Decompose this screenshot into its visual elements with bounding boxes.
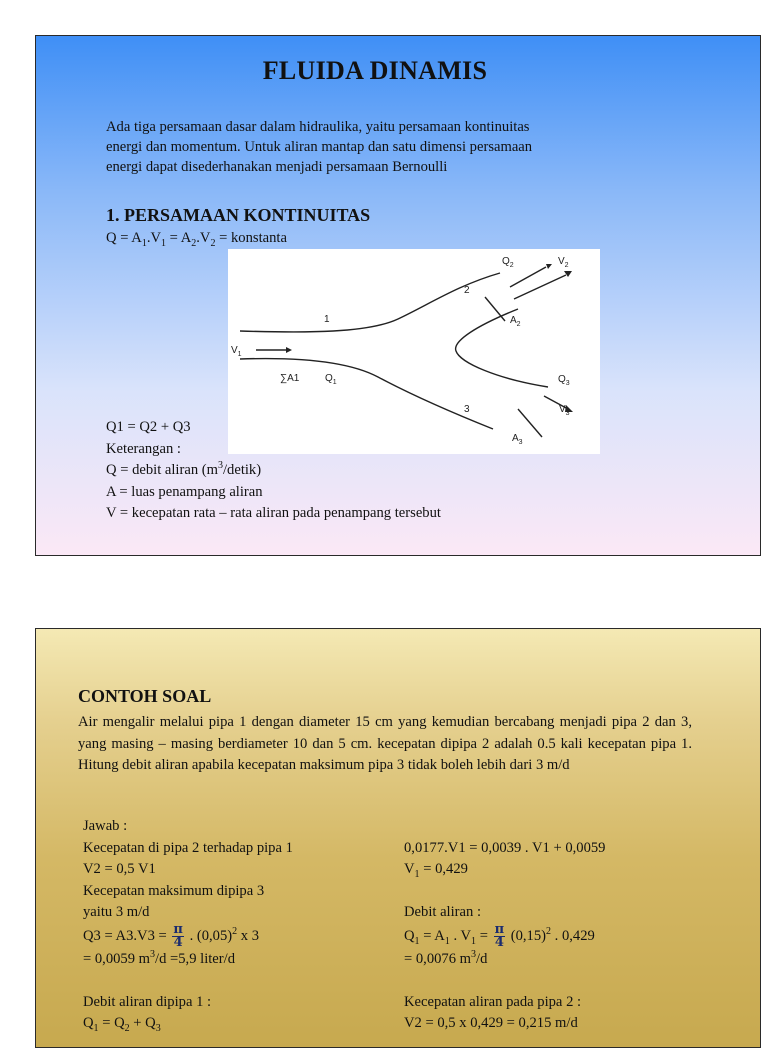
continuity-formula: $Q = A_1.V_1 = A_2.V_2$ = konstanta xyxy=(106,230,287,249)
problem-statement: Air mengalir melalui pipa 1 dengan diameter 15 cm yang kemudian bercabang menjadi pipa 2 dan 3, yang masing – masing berdiameter 10 dan 5 cm. kecepatan dipipa 2 adalah 0.5 kali kecepatan pipa 1. Hitung debit aliran apabila kecepatan maksimum pipa 3 tidak boleh lebih dari 3 m/d xyxy=(78,714,692,773)
answer-right-column: 0,0177.V1 = 0,0039 . V1 + 0,0059 $V_1 = 0,429$ Debit aliran : $Q_1 = A_1$ . $V_1$ = $\frac{\pi}{4}$ $(0,15)^2$ . 0,429 = 0,0076 $m^3/d$ Kecepatan aliran pada pipa 2 : V2 = 0,5 x 0,429 = 0,215 m/d xyxy=(404,816,734,1035)
label-pipe-3: 3 xyxy=(464,404,470,415)
pi-over-4-fraction: $\frac{\pi}{4}$ xyxy=(173,921,183,950)
label-a1: ∑A1 xyxy=(280,373,300,384)
q3-equation: Q3 = A3.V3 = $\frac{\pi}{4}$ . $(0,05)^2$ x 3 xyxy=(83,921,260,950)
label-a3: $A_3$ xyxy=(512,433,523,446)
a-definition: A = luas penampang aliran xyxy=(106,483,263,500)
pipe-wall-upper xyxy=(240,273,500,332)
example-title: CONTOH SOAL xyxy=(78,686,212,706)
answer-left-column: Jawab : Kecepatan di pipa 2 terhadap pipa 1 V2 = 0,5 V1 Kecepatan maksimum dipipa 3 yaitu 3 m/d Q3 = A3.V3 = $\frac{\pi}{4}$ . $(0,05)^2$ x 3 = 0,0059 $m^3/d =5,9$ liter/d Debit aliran dipipa 1 : $Q_1 = Q_2 + Q_3$ xyxy=(83,816,413,1035)
label-q1: $Q_1$ xyxy=(325,373,337,386)
v-definition: V = kecepatan rata – rata aliran pada penampang tersebut xyxy=(106,505,441,521)
label-v1: $V_1$ xyxy=(231,345,242,358)
q1-equation: $Q_1 = A_1$ . $V_1$ = $\frac{\pi}{4}$ $(0,15)^2$ . 0,429 xyxy=(404,921,595,950)
q-definition: Q = debit aliran $(m^3/detik)$ xyxy=(106,460,262,478)
label-q3: $Q_3$ xyxy=(558,374,570,387)
label-a2: $A_2$ xyxy=(510,315,521,328)
page-title: FLUIDA DINAMIS xyxy=(262,56,488,85)
label-pipe-1: 1 xyxy=(324,314,330,325)
flow-arrow-v2 xyxy=(514,275,566,299)
label-pipe-2: 2 xyxy=(464,285,470,296)
intro-paragraph: Ada tiga persamaan dasar dalam hidraulika, yaitu persamaan kontinuitas energi dan momentum. Untuk aliran mantap dan satu dimensi persamaan energi dapat disederhanakan menjadi persamaan Bernoulli xyxy=(106,119,533,175)
pipe-wall-inner xyxy=(456,309,548,387)
label-q2: $Q_2$ xyxy=(502,256,514,269)
section-heading: 1. PERSAMAAN KONTINUITAS xyxy=(106,205,371,225)
flow-arrow-q2 xyxy=(510,267,546,287)
label-v3: $V_3$ xyxy=(559,404,570,417)
pi-over-4-fraction: $\frac{\pi}{4}$ xyxy=(494,921,505,950)
notes-block xyxy=(106,417,706,525)
keterangan-label: Keterangan : xyxy=(106,440,181,457)
section-a2-line xyxy=(485,297,505,321)
jawab-label: Jawab : xyxy=(83,818,128,834)
flow-equation: Q1 = Q2 + Q3 xyxy=(106,419,191,435)
label-v2: $V_2$ xyxy=(558,256,569,269)
